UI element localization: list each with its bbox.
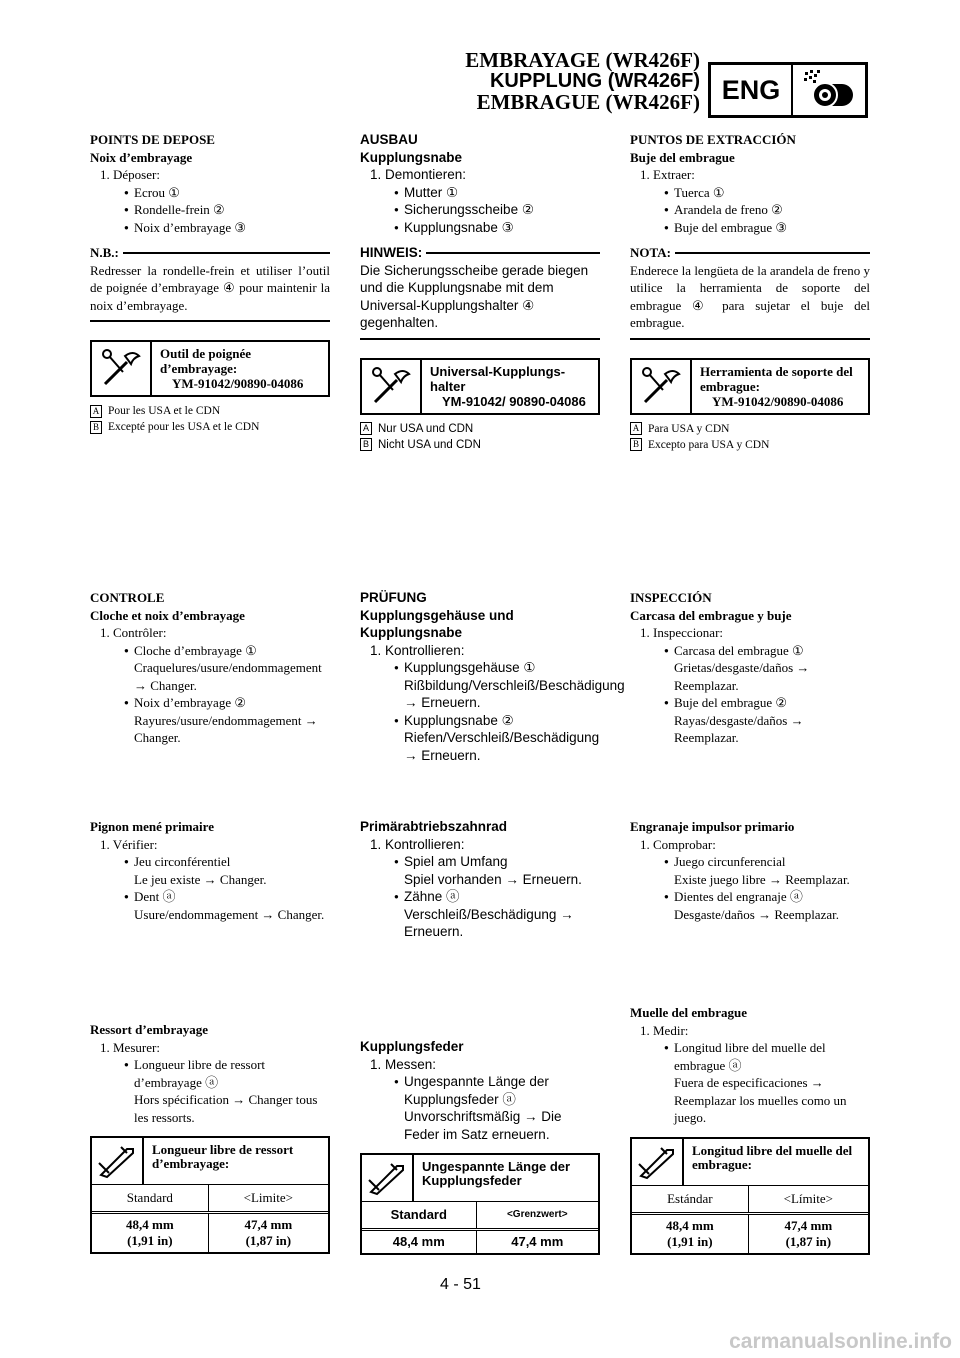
fr-spring-title: Ressort d’embrayage	[90, 1022, 209, 1037]
es-tool-name: Herramienta de soporte del embrague:	[700, 363, 853, 394]
section-header	[465, 50, 700, 113]
de-spring-detail: Unvorschriftsmäßig → Die Feder im Satz erneuern.	[404, 1109, 562, 1142]
es-removal-item-1: ● Tuerca ①	[630, 184, 870, 202]
legend-key-a: A	[630, 422, 642, 435]
fr-inspect-step: 1. Contrôler:	[100, 625, 167, 640]
es-gear-item-1: ● Juego circunferencial	[630, 853, 870, 871]
fr-tool-number: YM-91042/90890-04086	[172, 376, 304, 391]
es-tool-number: YM-91042/90890-04086	[712, 393, 844, 409]
fr-removal-item-1: ● Ecrou ①	[90, 184, 330, 202]
fr-spec-std-value-in: (1,91 in)	[127, 1233, 173, 1248]
fr-spec-table	[90, 1136, 330, 1254]
page-number: 4 - 51	[440, 1276, 481, 1293]
de-inspect-item-2-detail: Riefen/Verschleiß/Beschädigung → Erneuern.	[404, 730, 600, 763]
de-spec-table	[360, 1153, 600, 1255]
de-tool-name: Universal-Kupplungs-halter	[430, 363, 566, 394]
es-removal-item-2: ● Arandela de freno ②	[630, 201, 870, 219]
de-removal-title: AUSBAU	[360, 132, 418, 147]
es-inspect-step: 1. Inspeccionar:	[640, 625, 724, 640]
fr-gear-item-2-detail: Usure/endommagement → Changer.	[134, 906, 325, 922]
column-es	[630, 131, 870, 453]
fr-spec-limit-value-in: (1,87 in)	[245, 1233, 292, 1248]
column-fr-gear	[90, 818, 330, 923]
tool-icon	[632, 360, 692, 413]
de-spring-item: ● Ungespannte Länge der Kupplungsfeder ⓐ	[360, 1073, 600, 1108]
column-es-gear	[630, 818, 870, 923]
es-spec-std-value-in: (1,91 in)	[667, 1233, 713, 1249]
column-de-spring	[360, 1038, 600, 1255]
es-legend-a: Para USA y CDN	[648, 422, 730, 435]
de-removal-item-2: ● Sicherungsscheibe ②	[360, 201, 600, 219]
es-note-text: Enderece la lengüeta de la arandela de freno y utilice la herramienta de soporte del embrague ④ para sujetar el buje del embrague.	[630, 262, 870, 330]
es-note-divider	[630, 338, 870, 340]
legend-key-a: A	[90, 405, 102, 418]
de-gear-title: Primärabtriebszahnrad	[360, 819, 508, 834]
de-legend	[360, 421, 600, 453]
fr-gear-step: 1. Vérifier:	[100, 836, 158, 852]
de-note-label: HINWEIS:	[360, 245, 423, 260]
de-inspect-title: PRÜFUNG	[360, 590, 427, 605]
column-fr-spring	[90, 1021, 330, 1254]
es-spring-step: 1. Medir:	[640, 1022, 689, 1038]
es-inspect-title: INSPECCIÓN	[630, 590, 712, 605]
caliper-icon	[92, 1138, 144, 1184]
de-removal-item-1: ● Mutter ①	[360, 184, 600, 202]
caliper-icon	[632, 1139, 684, 1185]
tool-icon	[92, 342, 152, 395]
fr-note-text: Redresser la rondelle-frein et utiliser l’outil de poignée d’embrayage ④ pour maintenir la noix d’embrayage.	[90, 262, 330, 313]
es-inspect-item-1: ● Carcasa del embrague ①	[630, 642, 870, 660]
es-removal-step: 1. Extraer:	[640, 167, 695, 182]
de-spec-title: Ungespannte Länge der Kupplungsfeder	[422, 1159, 571, 1188]
es-note-header	[630, 244, 870, 262]
fr-gear-item-1: ● Jeu circonférentiel	[90, 853, 330, 871]
tool-icon	[362, 360, 422, 413]
es-gear-step: 1. Comprobar:	[640, 836, 716, 852]
es-spec-limit-value-in: (1,87 in)	[785, 1233, 832, 1249]
fr-inspect-item-2: ● Noix d’embrayage ②	[90, 694, 330, 712]
de-removal-step: 1. Demontieren:	[370, 167, 467, 182]
column-fr	[90, 131, 330, 435]
es-inspect-item-2: ● Buje del embrague ②	[630, 694, 870, 712]
fr-spec-limit-value: 47,4 mm	[244, 1217, 293, 1232]
es-gear-item-1-detail: Existe juego libre → Reemplazar.	[674, 871, 850, 887]
fr-removal-item-3: ● Noix d’embrayage ③	[90, 219, 330, 237]
es-inspect-item-1-detail: Grietas/desgaste/daños → Reemplazar.	[674, 660, 810, 693]
de-note-text: Die Sicherungsscheibe gerade biegen und die Kupplungsnabe mit dem Universal-Kupplungshalter ④ gegenhalten.	[360, 262, 589, 330]
de-gear-item-2: ● Zähne ⓐ	[360, 888, 600, 906]
fr-removal-title: POINTS DE DEPOSE	[90, 132, 215, 147]
engine-icon	[793, 65, 865, 115]
fr-inspect-item-1-detail: Craquelures/usure/endommagement → Changer.	[134, 660, 322, 693]
de-gear-item-1-detail: Spiel vorhanden → Erneuern.	[404, 871, 582, 887]
de-inspect-sub: Kupplungsgehäuse und Kupplungsnabe	[360, 607, 514, 640]
legend-key-b: B	[90, 421, 102, 434]
es-spring-detail: Fuera de especificaciones → Reemplazar los muelles como un juego.	[674, 1075, 847, 1125]
fr-spec-std-value: 48,4 mm	[125, 1217, 174, 1232]
column-fr-inspection	[90, 589, 330, 747]
column-de	[360, 131, 600, 453]
de-legend-a: Nur USA und CDN	[378, 422, 474, 435]
fr-inspect-item-1: ● Cloche d’embrayage ①	[90, 642, 330, 660]
fr-removal-sub: Noix d’embrayage	[90, 149, 193, 165]
fr-inspect-item-2-detail: Rayures/usure/endommagement → Changer.	[134, 712, 318, 745]
header-title-fr: EMBRAYAGE (WR426F)	[465, 48, 700, 72]
caliper-icon	[362, 1155, 414, 1201]
fr-spring-item: ● Longueur libre de ressort d’embrayage ⓐ	[90, 1056, 330, 1091]
section-badge	[708, 62, 868, 118]
fr-legend	[90, 403, 330, 435]
column-es-spring	[630, 1004, 870, 1255]
column-es-inspection	[630, 589, 870, 747]
watermark: carmanualsonline.info	[729, 1330, 952, 1353]
column-de-gear	[360, 818, 600, 941]
fr-gear-title: Pignon mené primaire	[90, 819, 214, 834]
de-note-divider	[360, 338, 600, 340]
legend-key-b: B	[630, 438, 642, 451]
es-spec-std-label: Estándar	[632, 1186, 748, 1214]
header-title-es: EMBRAGUE (WR426F)	[476, 90, 700, 114]
es-removal-sub: Buje del embrague	[630, 149, 735, 165]
legend-key-b: B	[360, 438, 372, 451]
es-removal-item-3: ● Buje del embrague ③	[630, 219, 870, 237]
es-gear-title: Engranaje impulsor primario	[630, 819, 795, 834]
de-inspect-item-1: ● Kupplungsgehäuse ①	[360, 659, 600, 677]
es-gear-item-2: ● Dientes del engranaje ⓐ	[630, 888, 870, 906]
es-inspect-item-2-detail: Rayas/desgaste/daños → Reemplazar.	[674, 712, 804, 745]
legend-key-a: A	[360, 422, 372, 435]
de-note-header	[360, 244, 600, 262]
fr-note-divider	[90, 320, 330, 322]
de-spec-limit-label: <Grenzwert>	[476, 1202, 598, 1230]
section-badge-label: ENG	[711, 65, 793, 115]
de-spec-std-value: 48,4 mm	[362, 1230, 476, 1254]
es-gear-item-2-detail: Desgaste/daños → Reemplazar.	[674, 906, 839, 922]
fr-inspect-title: CONTROLE	[90, 590, 165, 605]
de-spring-title: Kupplungsfeder	[360, 1039, 464, 1054]
es-inspect-sub: Carcasa del embrague y buje	[630, 607, 792, 623]
fr-legend-a: Pour les USA et le CDN	[108, 405, 221, 417]
es-spec-limit-value: 47,4 mm	[784, 1217, 833, 1233]
es-spec-limit-label: <Límite>	[748, 1186, 868, 1214]
es-removal-title: PUNTOS DE EXTRACCIÓN	[630, 132, 796, 147]
fr-spec-title: Longueur libre de ressort d’embrayage:	[152, 1142, 294, 1171]
de-tool-number: YM-91042/ 90890-04086	[442, 393, 586, 409]
es-spring-item: ● Longitud libre del muelle del embrague ⓐ	[630, 1039, 870, 1074]
de-removal-item-3: ● Kupplungsnabe ③	[360, 219, 600, 237]
fr-note-label: N.B.:	[90, 245, 119, 260]
fr-spec-limit-label: <Limite>	[208, 1185, 328, 1213]
fr-legend-b: Excepté pour les USA et le CDN	[108, 421, 260, 433]
de-gear-item-2-detail: Verschleiß/Beschädigung → Erneuern.	[404, 906, 574, 939]
fr-removal-step: 1. Déposer:	[100, 167, 160, 182]
es-spec-title: Longitud libre del muelle del embrague:	[692, 1142, 853, 1172]
de-gear-step: 1. Kontrollieren:	[370, 836, 465, 852]
es-note-label: NOTA:	[630, 245, 671, 260]
es-legend-b: Excepto para USA y CDN	[648, 438, 770, 451]
de-tool-box	[360, 358, 600, 415]
fr-spec-std-label: Standard	[92, 1185, 208, 1213]
de-spring-step: 1. Messen:	[370, 1056, 437, 1072]
de-inspect-item-1-detail: Rißbildung/Verschleiß/Beschädigung → Erneuern.	[404, 677, 625, 710]
es-legend	[630, 421, 870, 453]
de-spec-std-label: Standard	[362, 1202, 476, 1230]
fr-gear-item-1-detail: Le jeu existe → Changer.	[134, 871, 267, 887]
header-title-de: KUPPLUNG (WR426F)	[489, 70, 700, 92]
column-de-inspection	[360, 589, 625, 764]
es-tool-box	[630, 358, 870, 415]
fr-spring-step: 1. Mesurer:	[100, 1039, 160, 1055]
es-spring-title: Muelle del embrague	[630, 1005, 747, 1020]
fr-tool-name: Outil de poignée d’embrayage:	[160, 346, 252, 376]
de-inspect-step: 1. Kontrollieren:	[370, 642, 465, 658]
de-removal-sub: Kupplungsnabe	[360, 149, 462, 165]
de-gear-item-1: ● Spiel am Umfang	[360, 853, 600, 871]
fr-note-header	[90, 244, 330, 262]
de-inspect-item-2: ● Kupplungsnabe ②	[360, 712, 600, 730]
es-spec-table	[630, 1137, 870, 1255]
fr-tool-box	[90, 340, 330, 397]
fr-inspect-sub: Cloche et noix d’embrayage	[90, 607, 245, 623]
fr-spring-detail: Hors spécification → Changer tous les ressorts.	[134, 1092, 318, 1125]
de-spec-limit-value: 47,4 mm	[511, 1234, 564, 1249]
fr-removal-item-2: ● Rondelle-frein ②	[90, 201, 330, 219]
es-spec-std-value: 48,4 mm	[665, 1217, 714, 1233]
fr-gear-item-2: ● Dent ⓐ	[90, 888, 330, 906]
de-legend-b: Nicht USA und CDN	[378, 438, 481, 451]
